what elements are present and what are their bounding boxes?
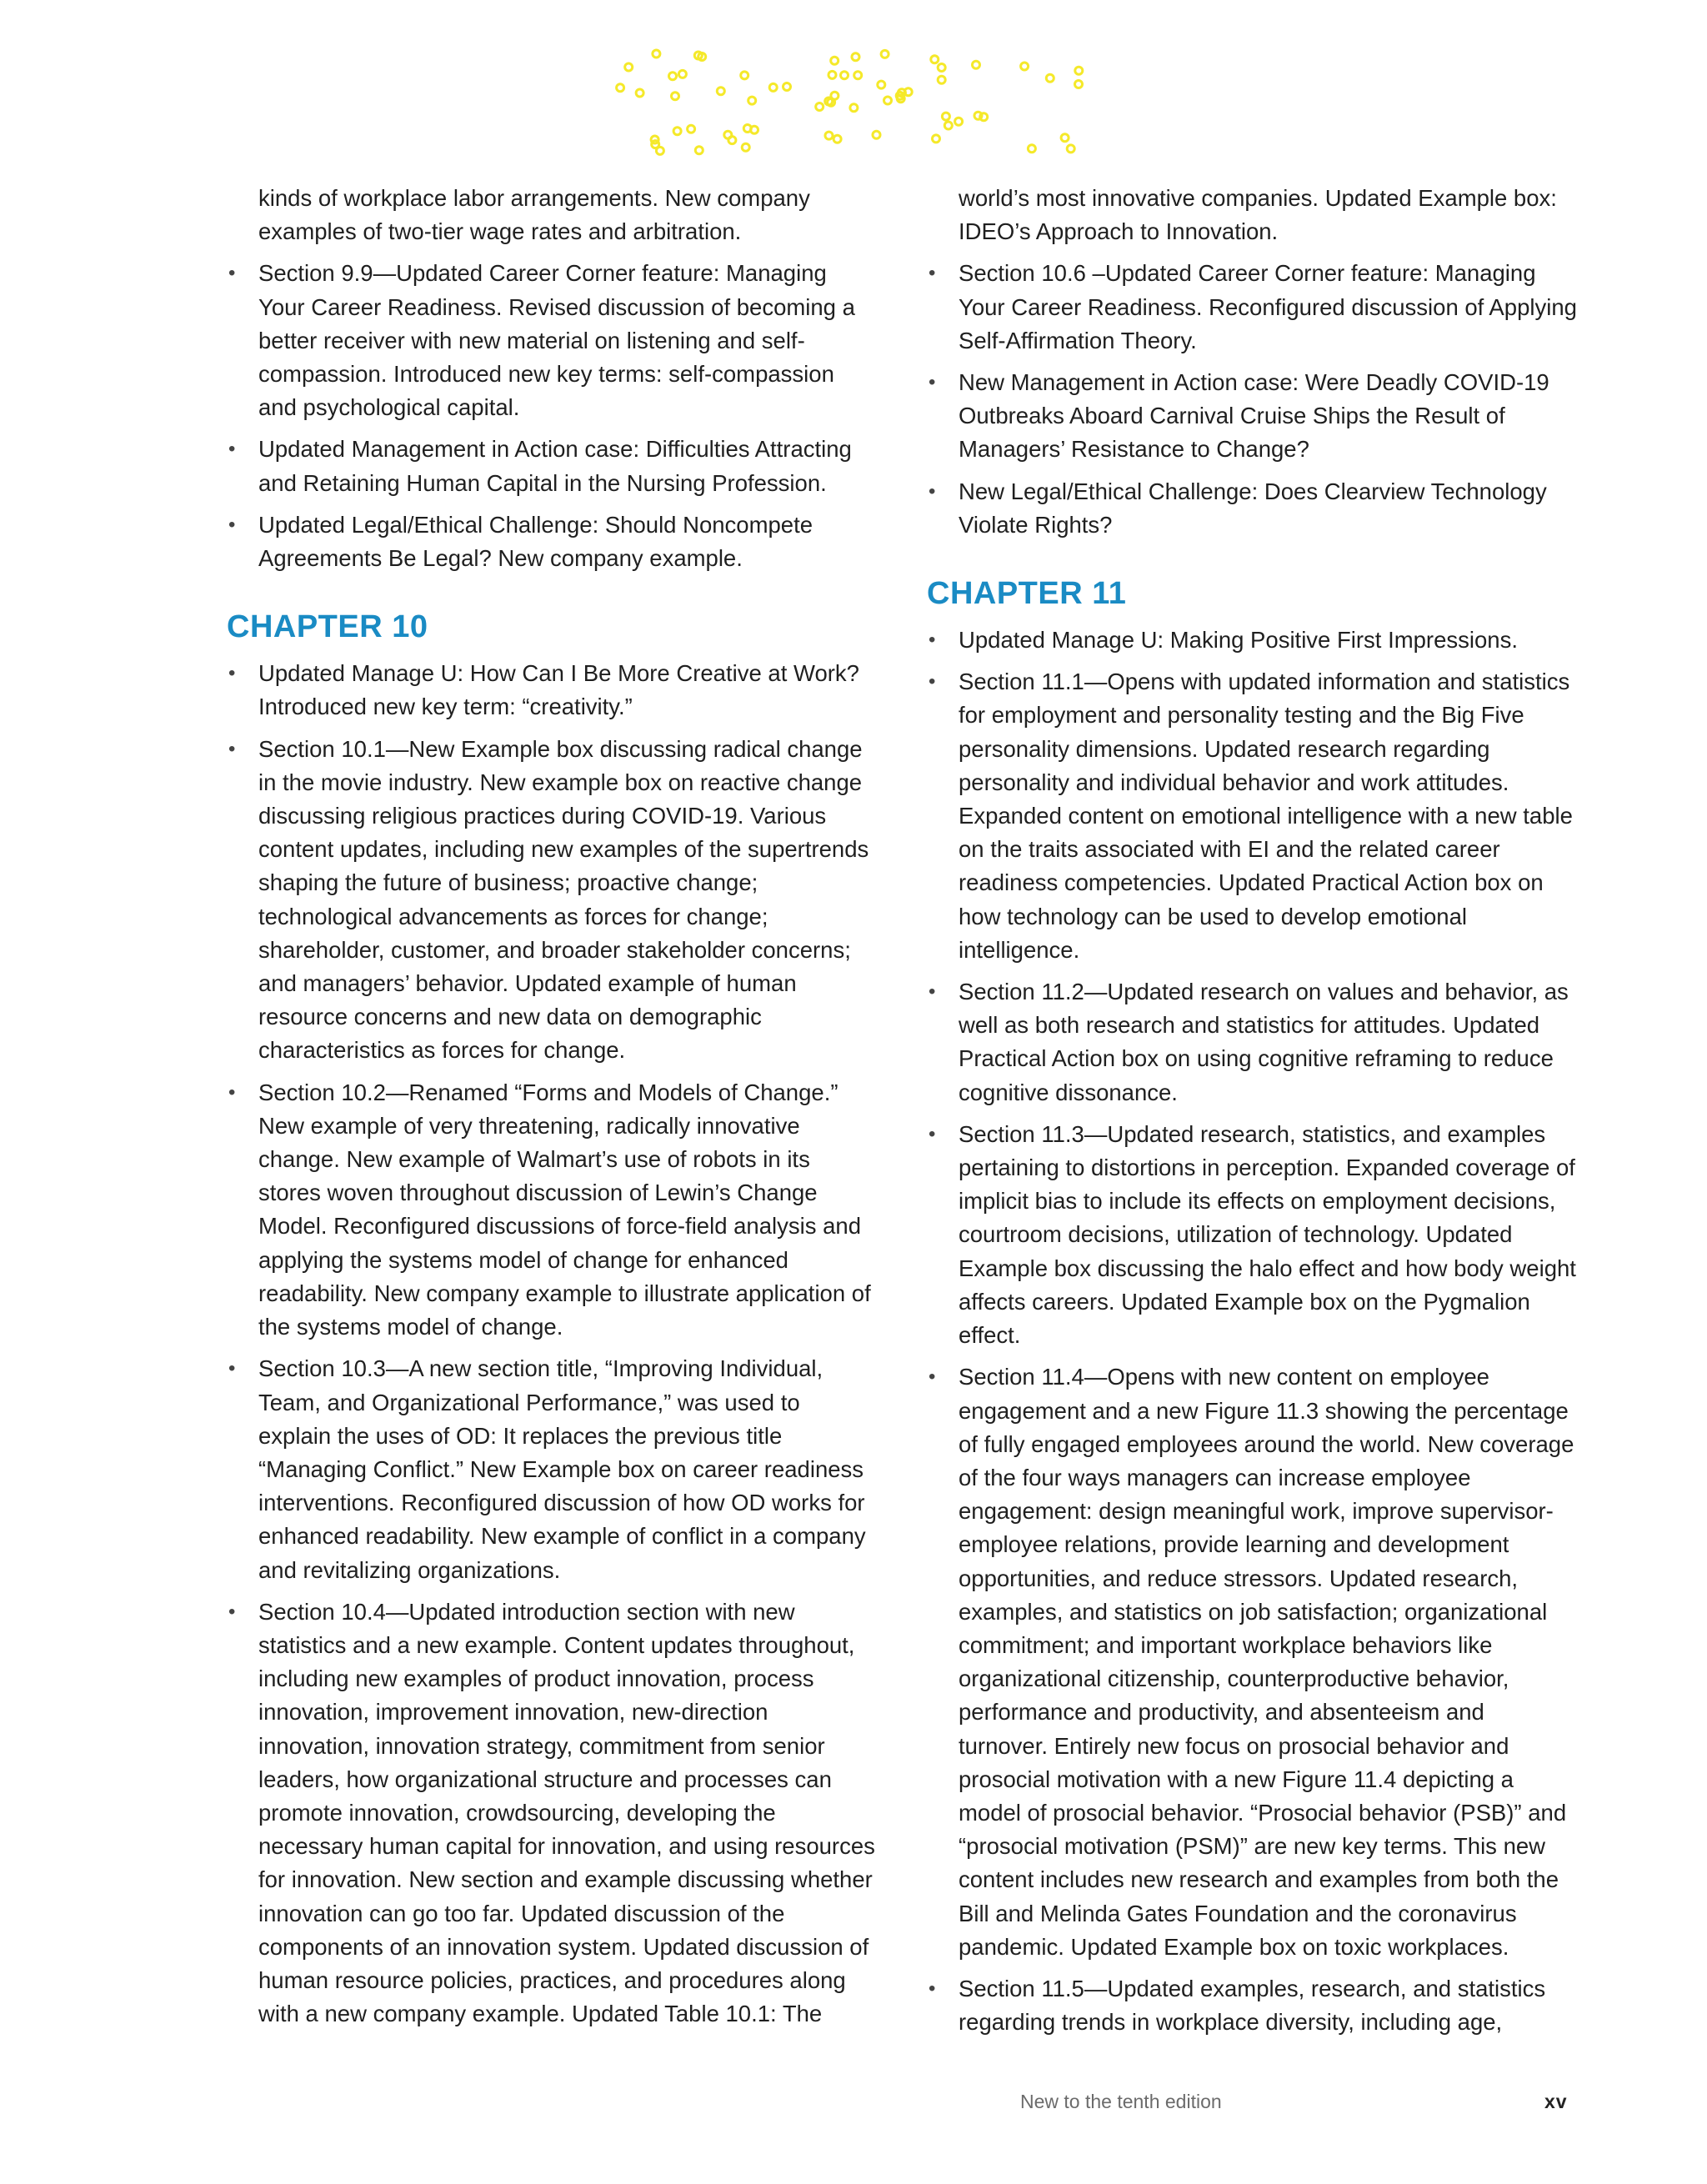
decorative-dot bbox=[833, 135, 841, 143]
left-column bbox=[227, 182, 877, 2039]
decorative-dot bbox=[854, 72, 862, 79]
page-number: xv bbox=[1544, 2091, 1568, 2112]
decorative-dot bbox=[1061, 134, 1069, 142]
decorative-dot bbox=[931, 56, 939, 63]
decorative-dot bbox=[938, 76, 945, 83]
decorative-dot bbox=[828, 71, 836, 78]
decorative-dot bbox=[881, 50, 889, 58]
decorative-dot bbox=[850, 104, 858, 112]
bullet-item: • Section 11.5—Updated examples, research, and statistics regarding trends in workplace diversity, including age, bbox=[927, 1972, 1577, 2039]
decorative-dot bbox=[1028, 145, 1035, 153]
decorative-dot bbox=[653, 50, 660, 58]
decorative-dot bbox=[617, 84, 624, 92]
decorative-dot bbox=[938, 64, 945, 72]
decorative-dot-pattern bbox=[600, 43, 1117, 160]
decorative-dot bbox=[669, 73, 677, 80]
decorative-dot bbox=[672, 93, 679, 100]
decorative-dot bbox=[816, 103, 823, 111]
bullet-item: • New Legal/Ethical Challenge: Does Clearview Technology Violate Rights? bbox=[927, 475, 1577, 542]
bullet-item: • Section 10.4—Updated introduction section with new statistics and a new example. Content updates throughout, including new examples of product innovation, process innovation, improvement innovation, new-direction innovation, innovation strategy, commitment from senior leaders, how organizational structure and processes can promote innovation, crowdsourcing, developing the necessary human capital for innovation, and using resources for innovation. New section and example discussing whether innovation can go too far. Updated discussion of the components of an innovation system. Updated discussion of human resource policies, practices, and procedures along with a new company example. Updated Table 10.1: The bbox=[227, 1595, 877, 2031]
bullet-item: • Updated Legal/Ethical Challenge: Should Noncompete Agreements Be Legal? New company example. bbox=[227, 508, 877, 575]
bullet-item: • Updated Manage U: How Can I Be More Creative at Work? Introduced new key term: “creativity.” bbox=[227, 657, 877, 724]
decorative-dot bbox=[783, 83, 791, 91]
decorative-dot bbox=[825, 132, 833, 139]
bullet-item: • Updated Manage U: Making Positive First Impressions. bbox=[927, 624, 1577, 657]
bullet-item: • Section 11.4—Opens with new content on employee engagement and a new Figure 11.3 showing the percentage of fully engaged employees around the world. New coverage of the four ways managers can increase employee engagement: design meaningful work, improve supervisor-employee relations, provide learning and development opportunities, and reduce stressors. Updated research, examples, and statistics on job satisfaction; organizational commitment; and important workplace behaviors like organizational citizenship, counterproductive behavior, performance and productivity, and absenteeism and turnover. Entirely new focus on prosocial behavior and prosocial motivation with a new Figure 11.4 depicting a model of prosocial behavior. “Prosocial behavior (PSB)” and “prosocial motivation (PSM)” are new key terms. This new content includes new research and examples from both the Bill and Melinda Gates Foundation and the coronavirus pandemic. Updated Example box on toxic workplaces. bbox=[927, 1360, 1577, 1964]
decorative-dot bbox=[625, 63, 633, 71]
bullet-item: • Section 10.3—A new section title, “Improving Individual, Team, and Organizational Performance,” was used to explain the uses of OD: It replaces the previous title “Managing Conflict.” New Example box on career readiness interventions. Reconfigured discussion of how OD works for enhanced readability. New example of conflict in a company and revitalizing organizations. bbox=[227, 1352, 877, 1586]
left-continuation-text: kinds of workplace labor arrangements. New company examples of two-tier wage rates and arbitration. bbox=[258, 185, 810, 245]
chapter-11-bullet-list bbox=[927, 624, 1577, 2039]
decorative-dot bbox=[748, 97, 756, 104]
chapter-11-heading: CHAPTER 11 bbox=[927, 576, 1127, 612]
decorative-dot bbox=[884, 97, 892, 104]
decorative-dot bbox=[942, 113, 949, 120]
decorative-dot bbox=[973, 61, 980, 68]
bullet-item: • Section 9.9—Updated Career Corner feature: Managing Your Career Readiness. Revised discussion of becoming a better receiver with new material on listening and self-compassion. Introduced new key terms: self-compassion and psychological capital. bbox=[227, 257, 877, 424]
bullet-item: • Updated Management in Action case: Difficulties Attracting and Retaining Human Capital in the Nursing Profession. bbox=[227, 433, 877, 499]
decorative-dot bbox=[1075, 81, 1083, 88]
decorative-dot bbox=[944, 122, 952, 129]
decorative-dot bbox=[933, 135, 940, 143]
decorative-dot bbox=[673, 128, 681, 135]
bullet-item: • New Management in Action case: Were Deadly COVID-19 Outbreaks Aboard Carnival Cruise Ships the Result of Managers’ Resistance to Change? bbox=[927, 366, 1577, 467]
decorative-dot bbox=[841, 72, 848, 79]
bullet-item: • Section 11.1—Opens with updated information and statistics for employment and personality testing and the Big Five personality dimensions. Updated research regarding personality and individual behavior and work attitudes. Expanded content on emotional intelligence with a new table on the traits associated with EI and the related career readiness competencies. Updated Practical Action box on how technology can be used to develop emotional intelligence. bbox=[927, 665, 1577, 967]
decorative-dot bbox=[974, 112, 982, 119]
decorative-dot bbox=[656, 147, 663, 154]
bullet-item: • Section 11.2—Updated research on values and behavior, as well as both research and statistics for attitudes. Updated Practical Action box on using cognitive reframing to reduce cognitive dissonance. bbox=[927, 975, 1577, 1110]
decorative-dot bbox=[831, 57, 838, 64]
chapter-10-bullet-list bbox=[227, 657, 877, 2031]
decorative-dot bbox=[742, 143, 749, 151]
bullet-item: • Section 10.2—Renamed “Forms and Models of Change.” New example of very threatening, radically innovative change. New example of Walmart’s use of robots in its stores woven throughout discussion of Lewin’s Change Model. Reconfigured discussions of force-field analysis and applying the systems model of change for enhanced readability. New company example to illustrate application of the systems model of change. bbox=[227, 1076, 877, 1345]
decorative-dot bbox=[873, 131, 880, 138]
decorative-dot bbox=[1067, 145, 1074, 153]
footer-section-label: New to the tenth edition bbox=[1020, 2091, 1222, 2112]
chapter-10-heading: CHAPTER 10 bbox=[227, 609, 428, 645]
decorative-dot bbox=[904, 88, 912, 96]
decorative-dot bbox=[688, 125, 695, 133]
decorative-dot bbox=[743, 125, 751, 133]
decorative-dot bbox=[955, 118, 963, 125]
decorative-dot bbox=[1021, 63, 1029, 70]
decorative-dot bbox=[724, 131, 732, 138]
decorative-dot bbox=[1046, 74, 1054, 82]
decorative-dot bbox=[878, 81, 885, 88]
right-column bbox=[927, 182, 1577, 2047]
decorative-dot bbox=[636, 89, 643, 97]
right-continuation-text: world’s most innovative companies. Updated Example box: IDEO’s Approach to Innovation. bbox=[959, 185, 1557, 245]
decorative-dot bbox=[695, 147, 703, 154]
decorative-dot bbox=[678, 70, 686, 78]
decorative-dot bbox=[1075, 67, 1083, 74]
decorative-dot bbox=[852, 53, 859, 61]
bullet-item: • Section 11.3—Updated research, statistics, and examples pertaining to distortions in perception. Expanded coverage of implicit bias to include its effects on employment decisions, courtroom decisions, utilization of technology. Updated Example box discussing the halo effect and how body weight affects careers. Updated Example box on the Pygmalion effect. bbox=[927, 1118, 1577, 1352]
bullet-item: • Section 10.6 –Updated Career Corner feature: Managing Your Career Readiness. Reconfigured discussion of Applying Self-Affirmation Theory. bbox=[927, 257, 1577, 358]
bullet-item: • Section 10.1—New Example box discussing radical change in the movie industry. New example box on reactive change discussing religious practices during COVID-19. Various content updates, including new examples of the supertrends shaping the future of business; proactive change; technological advancements as forces for change; shareholder, customer, and broader stakeholder concerns; and managers’ behavior. Updated example of human resource concerns and new data on demographic characteristics as forces for change. bbox=[227, 733, 877, 1068]
left-bullet-list-top bbox=[227, 257, 877, 575]
right-bullet-list-top bbox=[927, 257, 1577, 542]
decorative-dot bbox=[717, 88, 724, 95]
decorative-dot bbox=[741, 72, 748, 79]
decorative-dot bbox=[769, 83, 777, 91]
decorative-dot bbox=[831, 92, 838, 99]
